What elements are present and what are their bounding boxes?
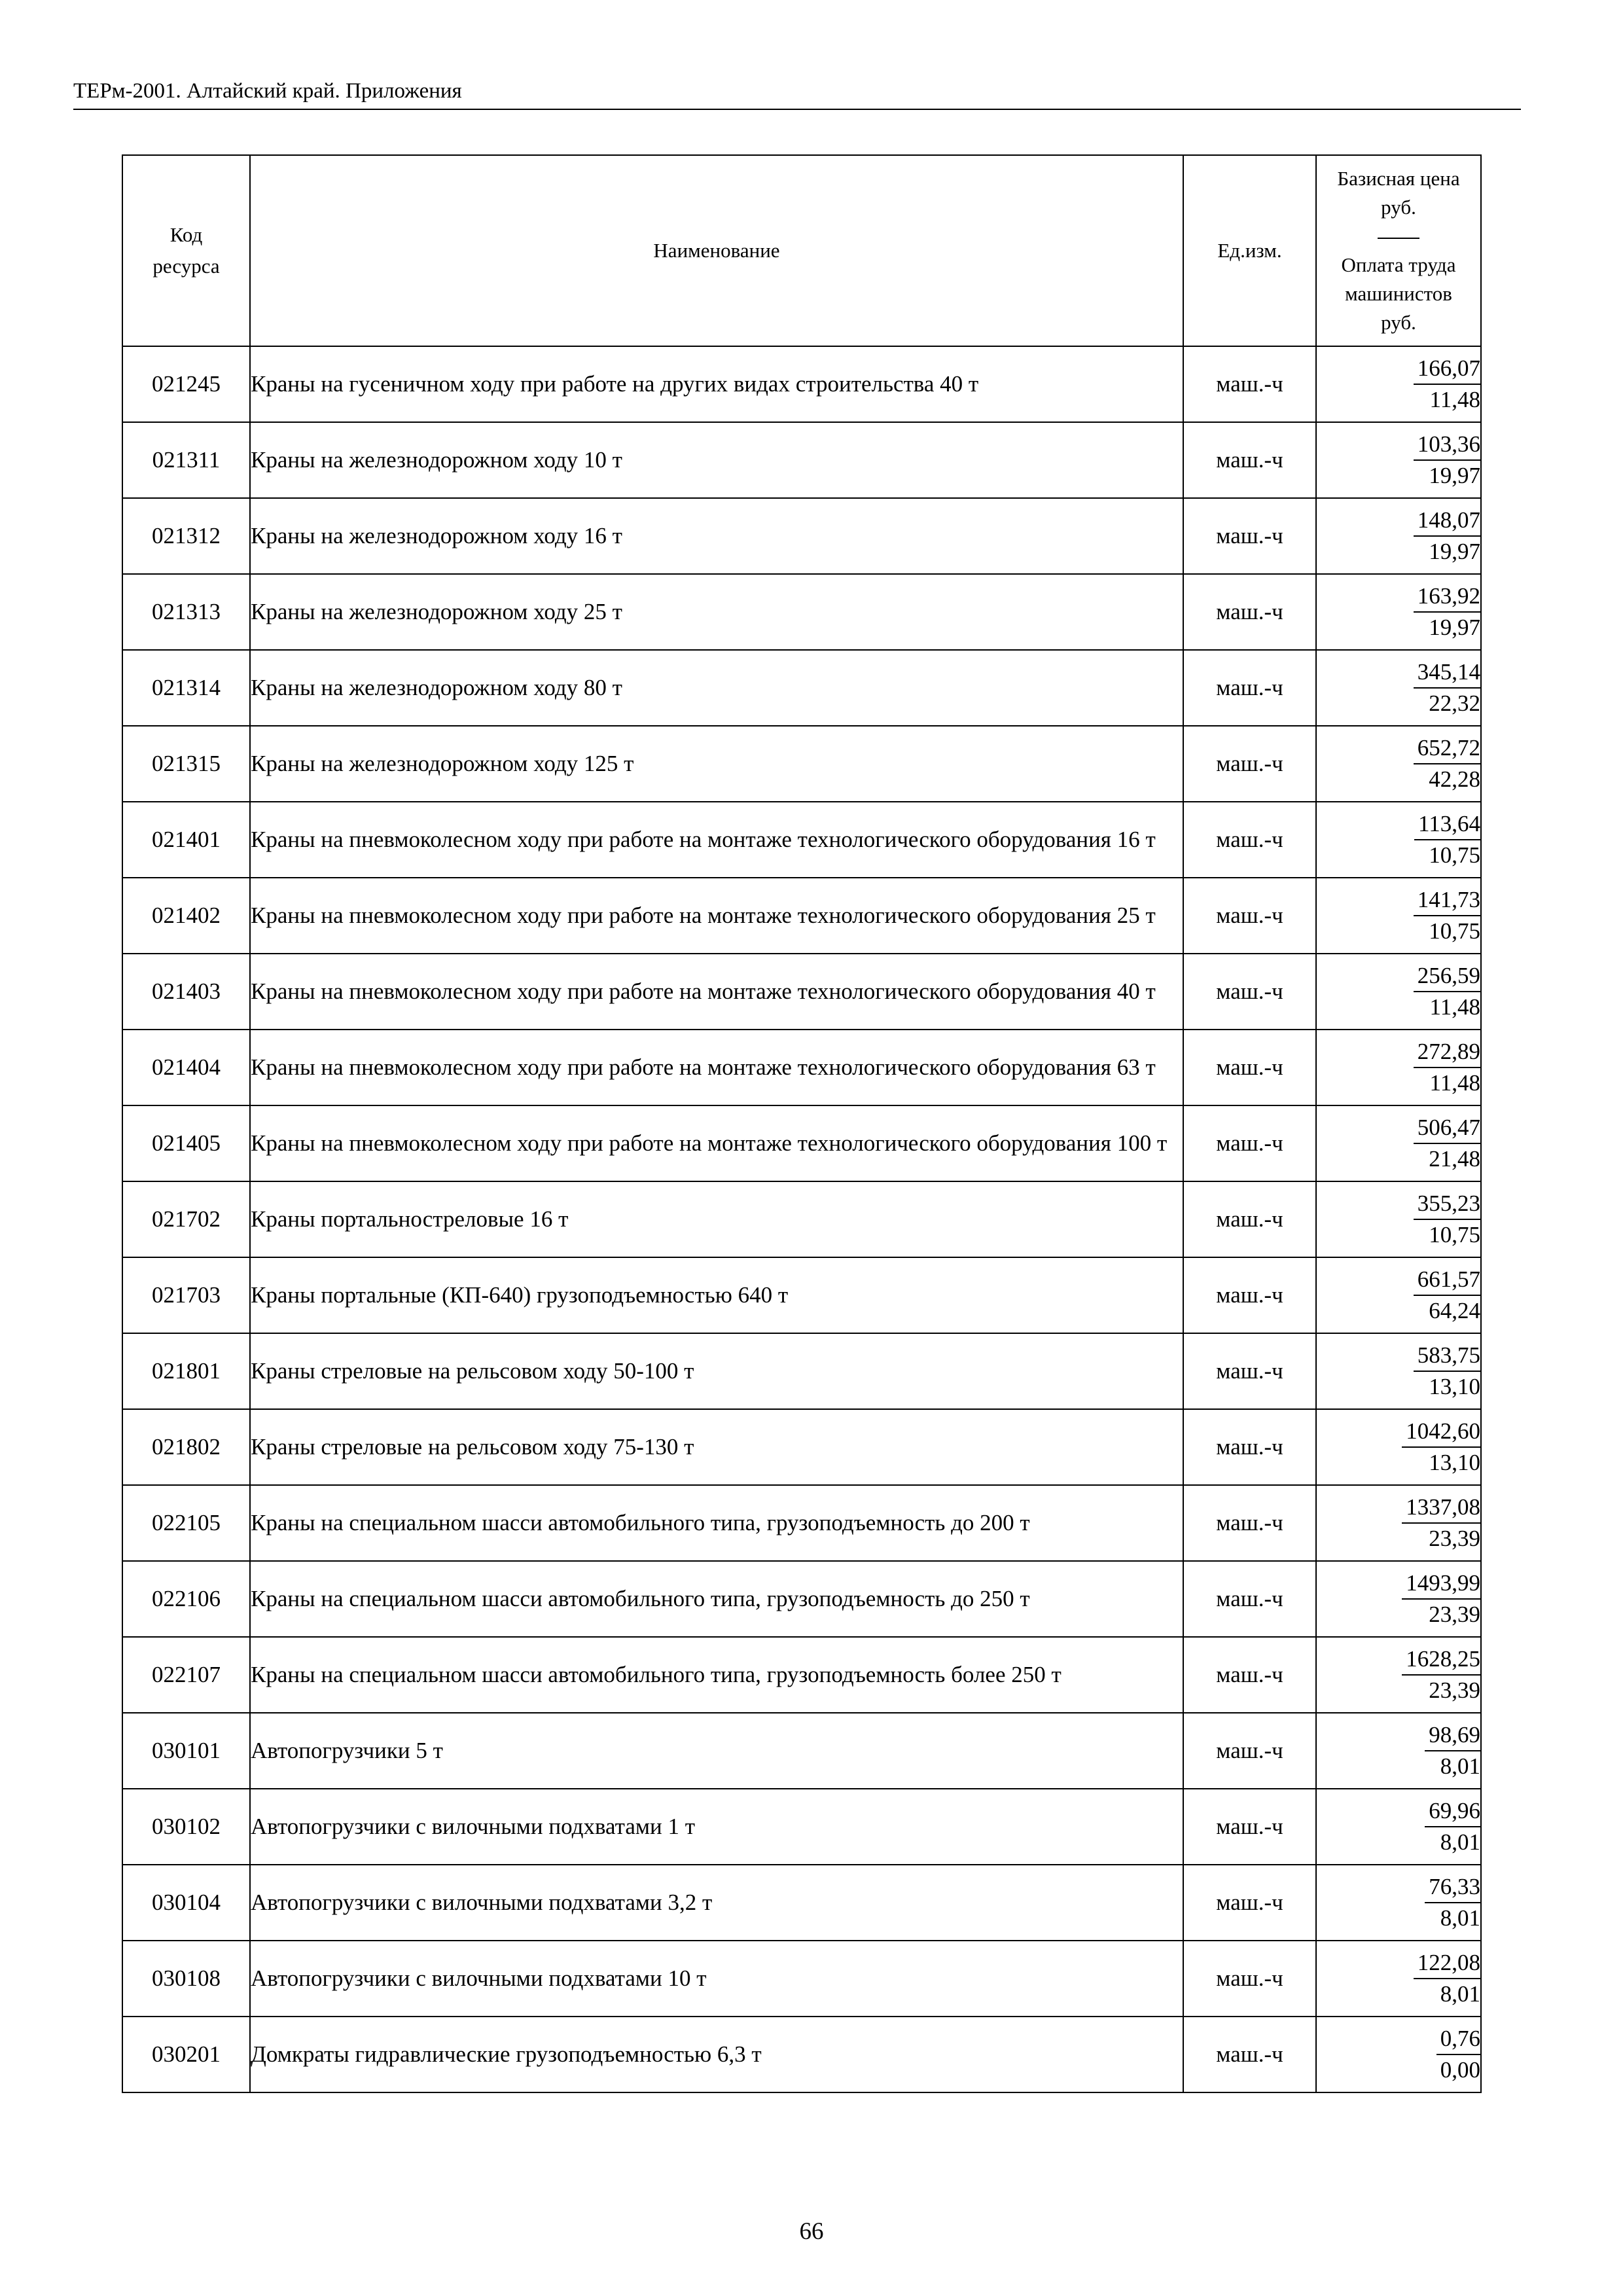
resource-name: Краны портальнострелoвые 16 т bbox=[250, 1181, 1183, 1257]
running-header: ТЕРм-2001. Алтайский край. Приложения bbox=[73, 76, 1521, 110]
header-price-unit: руб. bbox=[1381, 196, 1416, 219]
resource-name: Краны на специальном шасси автомобильного типа, грузоподъемность до 200 т bbox=[250, 1485, 1183, 1561]
resource-name: Краны на железнодорожном ходу 125 т bbox=[250, 726, 1183, 802]
table-row bbox=[122, 1181, 1481, 1257]
price-cell bbox=[1316, 1637, 1481, 1713]
resource-unit: маш.-ч bbox=[1183, 498, 1316, 574]
table-row bbox=[122, 1941, 1481, 2017]
resource-code: 021405 bbox=[122, 1105, 250, 1181]
base-price: 0,76 bbox=[1436, 2024, 1480, 2055]
operator-wage: 13,10 bbox=[1429, 1374, 1480, 1399]
price-cell bbox=[1316, 1865, 1481, 1941]
header-divider bbox=[1317, 222, 1480, 251]
price-fraction bbox=[1414, 353, 1480, 415]
base-price: 661,57 bbox=[1414, 1265, 1480, 1296]
operator-wage: 64,24 bbox=[1429, 1298, 1480, 1323]
resource-unit: маш.-ч bbox=[1183, 574, 1316, 650]
resource-unit: маш.-ч bbox=[1183, 1105, 1316, 1181]
column-header-name: Наименование bbox=[250, 155, 1183, 346]
resource-unit: маш.-ч bbox=[1183, 1030, 1316, 1105]
price-fraction bbox=[1414, 809, 1480, 870]
table-row bbox=[122, 1789, 1481, 1865]
price-fraction bbox=[1414, 581, 1480, 643]
base-price: 103,36 bbox=[1414, 429, 1480, 461]
resource-name: Краны стреловые на рельсовом ходу 50-100 т bbox=[250, 1333, 1183, 1409]
price-cell bbox=[1316, 726, 1481, 802]
price-cell bbox=[1316, 650, 1481, 726]
resource-code: 021315 bbox=[122, 726, 250, 802]
resource-code: 030102 bbox=[122, 1789, 250, 1865]
resource-name: Краны на пневмоколесном ходу при работе на монтаже технологического оборудования 25 т bbox=[250, 878, 1183, 954]
resource-name: Краны на специальном шасси автомобильного типа, грузоподъемность более 250 т bbox=[250, 1637, 1183, 1713]
table-row bbox=[122, 954, 1481, 1030]
resource-unit: маш.-ч bbox=[1183, 2017, 1316, 2092]
resource-code: 021245 bbox=[122, 346, 250, 422]
price-fraction bbox=[1414, 733, 1480, 795]
operator-wage: 0,00 bbox=[1440, 2057, 1480, 2083]
price-cell bbox=[1316, 1713, 1481, 1789]
resource-code: 021702 bbox=[122, 1181, 250, 1257]
base-price: 345,14 bbox=[1414, 657, 1480, 689]
resource-unit: маш.-ч bbox=[1183, 1941, 1316, 2017]
resource-code: 022107 bbox=[122, 1637, 250, 1713]
base-price: 256,59 bbox=[1414, 961, 1480, 992]
resource-name: Краны на железнодорожном ходу 16 т bbox=[250, 498, 1183, 574]
resource-code: 022106 bbox=[122, 1561, 250, 1637]
resource-name: Краны портальные (КП-640) грузоподъемностью 640 т bbox=[250, 1257, 1183, 1333]
header-wage-unit: руб. bbox=[1381, 311, 1416, 334]
price-fraction bbox=[1402, 1568, 1480, 1630]
price-fraction bbox=[1414, 1113, 1480, 1174]
resource-unit: маш.-ч bbox=[1183, 1865, 1316, 1941]
price-cell bbox=[1316, 1789, 1481, 1865]
price-cell bbox=[1316, 1030, 1481, 1105]
price-cell bbox=[1316, 1485, 1481, 1561]
price-cell bbox=[1316, 1409, 1481, 1485]
operator-wage: 11,48 bbox=[1429, 994, 1480, 1020]
base-price: 1628,25 bbox=[1402, 1644, 1480, 1676]
table-row bbox=[122, 878, 1481, 954]
operator-wage: 13,10 bbox=[1429, 1450, 1480, 1475]
price-fraction bbox=[1414, 1189, 1480, 1250]
base-price: 652,72 bbox=[1414, 733, 1480, 764]
table-row bbox=[122, 1030, 1481, 1105]
header-price-label: Базисная цена bbox=[1337, 167, 1460, 190]
table-row bbox=[122, 1637, 1481, 1713]
price-cell bbox=[1316, 1561, 1481, 1637]
resource-code: 021801 bbox=[122, 1333, 250, 1409]
operator-wage: 8,01 bbox=[1440, 1981, 1480, 2007]
price-cell bbox=[1316, 1941, 1481, 2017]
operator-wage: 19,97 bbox=[1429, 615, 1480, 640]
resource-code: 030201 bbox=[122, 2017, 250, 2092]
operator-wage: 23,39 bbox=[1429, 1602, 1480, 1627]
price-fraction bbox=[1414, 1948, 1480, 2009]
resource-unit: маш.-ч bbox=[1183, 1257, 1316, 1333]
table-row bbox=[122, 1333, 1481, 1409]
resource-code: 021403 bbox=[122, 954, 250, 1030]
operator-wage: 19,97 bbox=[1429, 463, 1480, 488]
resource-name: Краны стреловые на рельсовом ходу 75-130 т bbox=[250, 1409, 1183, 1485]
table-row bbox=[122, 2017, 1481, 2092]
operator-wage: 8,01 bbox=[1440, 1829, 1480, 1855]
resource-name: Краны на пневмоколесном ходу при работе на монтаже технологического оборудования 40 т bbox=[250, 954, 1183, 1030]
base-price: 583,75 bbox=[1414, 1340, 1480, 1372]
resource-name: Автопогрузчики с вилочными подхватами 3,2 т bbox=[250, 1865, 1183, 1941]
base-price: 1493,99 bbox=[1402, 1568, 1480, 1600]
resource-code: 021401 bbox=[122, 802, 250, 878]
price-fraction bbox=[1414, 657, 1480, 719]
resource-name: Краны на железнодорожном ходу 25 т bbox=[250, 574, 1183, 650]
operator-wage: 8,01 bbox=[1440, 1753, 1480, 1779]
base-price: 506,47 bbox=[1414, 1113, 1480, 1144]
resource-name: Автопогрузчики с вилочными подхватами 10 т bbox=[250, 1941, 1183, 2017]
resource-unit: маш.-ч bbox=[1183, 422, 1316, 498]
base-price: 113,64 bbox=[1414, 809, 1480, 840]
price-cell bbox=[1316, 346, 1481, 422]
price-cell bbox=[1316, 2017, 1481, 2092]
table-row bbox=[122, 802, 1481, 878]
resource-price-table bbox=[122, 154, 1482, 2093]
resource-code: 030104 bbox=[122, 1865, 250, 1941]
resource-name: Краны на гусеничном ходу при работе на других видах строительства 40 т bbox=[250, 346, 1183, 422]
resource-name: Краны на пневмоколесном ходу при работе на монтаже технологического оборудования 16 т bbox=[250, 802, 1183, 878]
resource-code: 030108 bbox=[122, 1941, 250, 2017]
operator-wage: 22,32 bbox=[1429, 691, 1480, 716]
price-fraction bbox=[1414, 505, 1480, 567]
resource-code: 030101 bbox=[122, 1713, 250, 1789]
price-fraction bbox=[1402, 1416, 1480, 1478]
resource-unit: маш.-ч bbox=[1183, 878, 1316, 954]
operator-wage: 23,39 bbox=[1429, 1677, 1480, 1703]
price-fraction bbox=[1425, 1796, 1480, 1857]
resource-unit: маш.-ч bbox=[1183, 650, 1316, 726]
resource-name: Краны на специальном шасси автомобильного типа, грузоподъемность до 250 т bbox=[250, 1561, 1183, 1637]
operator-wage: 42,28 bbox=[1429, 766, 1480, 792]
resource-code: 022105 bbox=[122, 1485, 250, 1561]
resource-code: 021802 bbox=[122, 1409, 250, 1485]
table-row bbox=[122, 498, 1481, 574]
table-row bbox=[122, 1713, 1481, 1789]
resource-unit: маш.-ч bbox=[1183, 1713, 1316, 1789]
operator-wage: 10,75 bbox=[1429, 918, 1480, 944]
base-price: 122,08 bbox=[1414, 1948, 1480, 1979]
base-price: 272,89 bbox=[1414, 1037, 1480, 1068]
resource-name: Автопогрузчики 5 т bbox=[250, 1713, 1183, 1789]
resource-unit: маш.-ч bbox=[1183, 1561, 1316, 1637]
table-row bbox=[122, 574, 1481, 650]
resource-code: 021703 bbox=[122, 1257, 250, 1333]
resource-unit: маш.-ч bbox=[1183, 954, 1316, 1030]
table-header-row bbox=[122, 155, 1481, 346]
operator-wage: 10,75 bbox=[1429, 1222, 1480, 1247]
base-price: 148,07 bbox=[1414, 505, 1480, 537]
resource-code: 021313 bbox=[122, 574, 250, 650]
base-price: 76,33 bbox=[1425, 1872, 1480, 1903]
resource-unit: маш.-ч bbox=[1183, 1333, 1316, 1409]
base-price: 98,69 bbox=[1425, 1720, 1480, 1751]
resource-code: 021402 bbox=[122, 878, 250, 954]
price-cell bbox=[1316, 802, 1481, 878]
operator-wage: 19,97 bbox=[1429, 539, 1480, 564]
base-price: 69,96 bbox=[1425, 1796, 1480, 1827]
resource-name: Краны на пневмоколесном ходу при работе на монтаже технологического оборудования 63 т bbox=[250, 1030, 1183, 1105]
table-row bbox=[122, 1409, 1481, 1485]
operator-wage: 23,39 bbox=[1429, 1526, 1480, 1551]
resource-name: Домкраты гидравлические грузоподъемностью 6,3 т bbox=[250, 2017, 1183, 2092]
base-price: 166,07 bbox=[1414, 353, 1480, 385]
price-fraction bbox=[1414, 961, 1480, 1022]
price-fraction bbox=[1414, 1340, 1480, 1402]
operator-wage: 11,48 bbox=[1429, 387, 1480, 412]
column-header-price bbox=[1316, 155, 1481, 346]
resource-unit: маш.-ч bbox=[1183, 802, 1316, 878]
price-cell bbox=[1316, 954, 1481, 1030]
price-cell bbox=[1316, 1333, 1481, 1409]
header-wage-label-2: машинистов bbox=[1345, 282, 1452, 305]
price-cell bbox=[1316, 574, 1481, 650]
column-header-code: Код ресурса bbox=[122, 155, 250, 346]
resource-unit: маш.-ч bbox=[1183, 1637, 1316, 1713]
table-row bbox=[122, 1865, 1481, 1941]
table-row bbox=[122, 650, 1481, 726]
resource-code: 021404 bbox=[122, 1030, 250, 1105]
base-price: 1337,08 bbox=[1402, 1492, 1480, 1524]
table-row bbox=[122, 346, 1481, 422]
operator-wage: 11,48 bbox=[1429, 1070, 1480, 1096]
price-cell bbox=[1316, 1257, 1481, 1333]
resource-code: 021314 bbox=[122, 650, 250, 726]
resource-unit: маш.-ч bbox=[1183, 1409, 1316, 1485]
resource-code: 021312 bbox=[122, 498, 250, 574]
resource-unit: маш.-ч bbox=[1183, 1485, 1316, 1561]
price-cell bbox=[1316, 498, 1481, 574]
page-number: 66 bbox=[799, 2218, 824, 2245]
base-price: 163,92 bbox=[1414, 581, 1480, 613]
price-fraction bbox=[1402, 1492, 1480, 1554]
price-fraction bbox=[1436, 2024, 1480, 2085]
price-fraction bbox=[1425, 1872, 1480, 1933]
resource-code: 021311 bbox=[122, 422, 250, 498]
resource-name: Краны на пневмоколесном ходу при работе на монтаже технологического оборудования 100 т bbox=[250, 1105, 1183, 1181]
resource-unit: маш.-ч bbox=[1183, 346, 1316, 422]
table-row bbox=[122, 1485, 1481, 1561]
base-price: 355,23 bbox=[1414, 1189, 1480, 1220]
price-cell bbox=[1316, 878, 1481, 954]
table-row bbox=[122, 1257, 1481, 1333]
operator-wage: 10,75 bbox=[1429, 842, 1480, 868]
resource-unit: маш.-ч bbox=[1183, 726, 1316, 802]
table-row bbox=[122, 1105, 1481, 1181]
price-fraction bbox=[1414, 1265, 1480, 1326]
header-wage-label: Оплата труда bbox=[1341, 253, 1456, 276]
price-cell bbox=[1316, 1105, 1481, 1181]
table-row bbox=[122, 726, 1481, 802]
price-fraction bbox=[1414, 429, 1480, 491]
price-fraction bbox=[1425, 1720, 1480, 1782]
resource-name: Краны на железнодорожном ходу 10 т bbox=[250, 422, 1183, 498]
price-cell bbox=[1316, 422, 1481, 498]
operator-wage: 8,01 bbox=[1440, 1905, 1480, 1931]
price-fraction bbox=[1402, 1644, 1480, 1706]
table-row bbox=[122, 1561, 1481, 1637]
resource-name: Краны на железнодорожном ходу 80 т bbox=[250, 650, 1183, 726]
price-fraction bbox=[1414, 885, 1480, 946]
resource-unit: маш.-ч bbox=[1183, 1181, 1316, 1257]
column-header-unit: Ед.изм. bbox=[1183, 155, 1316, 346]
price-cell bbox=[1316, 1181, 1481, 1257]
price-fraction bbox=[1414, 1037, 1480, 1098]
table-row bbox=[122, 422, 1481, 498]
base-price: 141,73 bbox=[1414, 885, 1480, 916]
operator-wage: 21,48 bbox=[1429, 1146, 1480, 1172]
resource-name: Автопогрузчики с вилочными подхватами 1 т bbox=[250, 1789, 1183, 1865]
resource-unit: маш.-ч bbox=[1183, 1789, 1316, 1865]
base-price: 1042,60 bbox=[1402, 1416, 1480, 1448]
